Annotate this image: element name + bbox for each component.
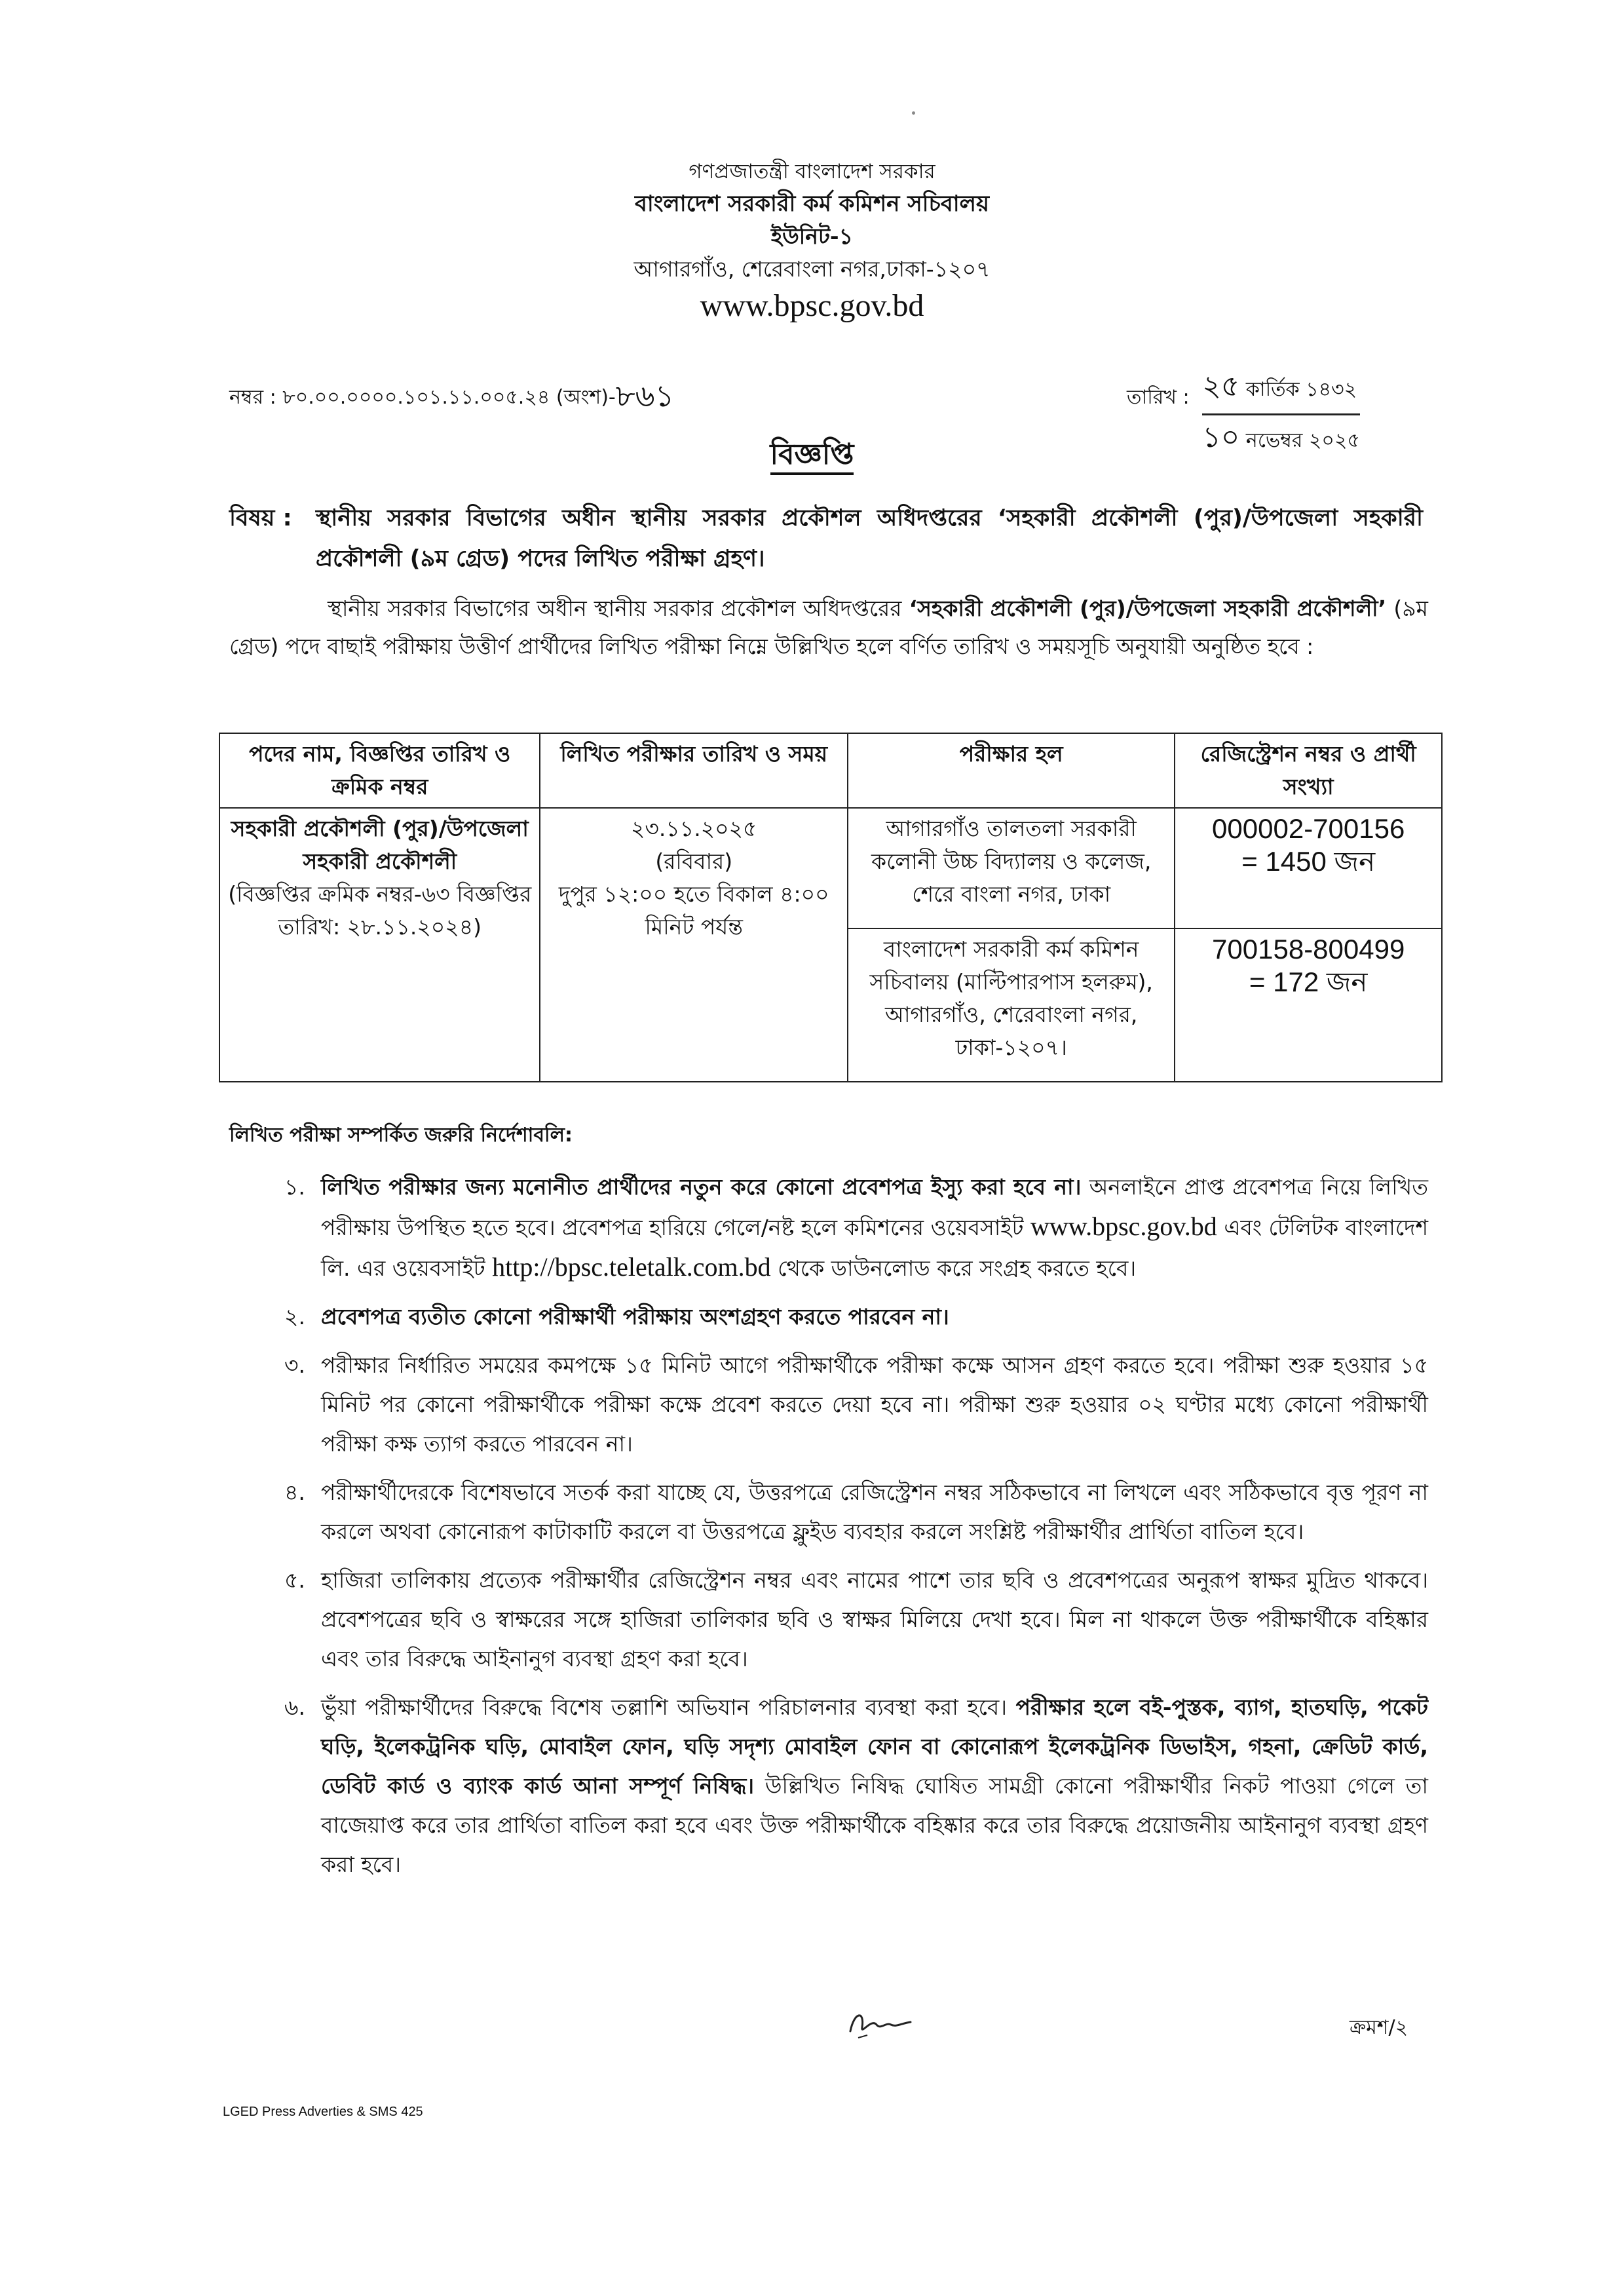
post-name: সহকারী প্রকৌশলী (পুর)/উপজেলা সহকারী প্রকৌশলী	[231, 816, 529, 874]
subject	[229, 498, 1428, 579]
item-text	[321, 1168, 1428, 1288]
post-details: (বিজ্ঞপ্তির ক্রমিক নম্বর-৬৩ বিজ্ঞপ্তির তারিখ: ২৮.১১.২০২৪)	[228, 881, 532, 940]
website-link[interactable]: www.bpsc.gov.bd	[700, 288, 924, 323]
memo-label: নম্বর : ৮০.০০.০০০০.১০১.১১.০০৫.২৪ (অংশ)-	[229, 386, 616, 409]
registration-cell-2	[1175, 928, 1442, 1082]
header-registration: রেজিস্ট্রেশন নম্বর ও প্রার্থী সংখ্যা	[1175, 733, 1442, 808]
exam-schedule-table	[219, 733, 1443, 1082]
item-number: ৩.	[284, 1352, 305, 1378]
date-english-month: নভেম্বর ২০২৫	[1245, 429, 1360, 452]
unit-name: ইউনিট-১	[770, 223, 854, 249]
item-bold-text: লিখিত পরীক্ষার জন্য মনোনীত প্রার্থীদের নতুন করে কোনো প্রবেশপত্র ইস্যু করা হবে না।	[321, 1174, 1082, 1200]
date-label: তারিখ :	[1127, 386, 1190, 409]
commission-name: বাংলাদেশ সরকারী কর্ম কমিশন সচিবালয়	[635, 191, 989, 217]
table-header-row	[219, 733, 1442, 808]
press-footer: LGED Press Adverties & SMS 425	[223, 2105, 423, 2119]
notice-title-text: বিজ্ঞপ্তি	[770, 438, 854, 475]
subject-text: স্থানীয় সরকার বিভাগের অধীন স্থানীয় সরকার প্রকৌশল অধিদপ্তরের ‘সহকারী প্রকৌশলী (পুর)/উপজেলা সহকারী প্রকৌশলী (৯ম গ্রেড) পদের লিখিত পরীক্ষা গ্রহণ।	[316, 505, 1423, 572]
list-item	[229, 1473, 1428, 1552]
item-text-part: এবং টেলিটক বাংলাদেশ লি. এর ওয়েবসাইট	[321, 1215, 1428, 1281]
address: আগারগাঁও, শেরেবাংলা নগর,ঢাকা-১২০৭	[633, 256, 991, 282]
scan-speck	[912, 111, 915, 115]
candidate-count-2: = 172 জন	[1249, 966, 1368, 997]
list-item	[229, 1168, 1428, 1288]
header-post: পদের নাম, বিজ্ঞপ্তির তারিখ ও ক্রমিক নম্বর	[219, 733, 540, 808]
date-bangla-day: ২৫	[1202, 370, 1240, 403]
intro-bold: ‘সহকারী প্রকৌশলী (পুর)/উপজেলা সহকারী প্রকৌশলী’	[909, 596, 1387, 621]
hall-cell-1: আগারগাঁও তালতলা সরকারী কলোনী উচ্চ বিদ্যালয় ও কলেজ, শেরে বাংলা নগর, ঢাকা	[848, 808, 1175, 928]
memo-handwritten-number: ৮৬১	[615, 378, 675, 413]
list-item	[229, 1346, 1428, 1464]
item-text-part: ভুঁয়া পরীক্ষার্থীদের বিরুদ্ধে বিশেষ তল্লাশি অভিযান পরিচালনার ব্যবস্থা করা হবে।	[321, 1694, 1016, 1720]
item-text: হাজিরা তালিকায় প্রত্যেক পরীক্ষার্থীর রেজিস্ট্রেশন নম্বর এবং নামের পাশে তার ছবি ও প্রবেশপত্রের অনুরূপ স্বাক্ষর মুদ্রিত থাকবে। প্রবেশপত্রের ছবি ও স্বাক্ষরের সঙ্গে হাজিরা তালিকার ছবি ও স্বাক্ষর মিলিয়ে দেখা হবে। মিল না থাকলে উক্ত পরীক্ষার্থীকে বহিষ্কার এবং তার বিরুদ্ধে আইনানুগ ব্যবস্থা গ্রহণ করা হবে।	[321, 1567, 1428, 1671]
item-text-part: অনলাইনে প্রাপ্ত প্রবেশপত্র নিয়ে লিখিত পরীক্ষায় উপস্থিত হতে হবে। প্রবেশপত্র হারিয়ে গেলে/নষ্ট হলে কমিশনের ওয়েবসাইট	[321, 1174, 1428, 1240]
subject-label: বিষয় :	[229, 505, 292, 531]
date-english-day: ১০	[1202, 421, 1240, 454]
teletalk-website-link[interactable]: http://bpsc.teletalk.com.bd	[492, 1252, 771, 1282]
hall-cell-2: বাংলাদেশ সরকারী কর্ম কমিশন সচিবালয় (মাল্টিপারপাস হলরুম), আগারগাঁও, শেরেবাংলা নগর, ঢাকা-১২০৭।	[848, 928, 1175, 1082]
table-row	[219, 808, 1442, 928]
date-bangla	[1202, 364, 1360, 415]
candidate-count-1: = 1450 জন	[1241, 846, 1376, 877]
registration-cell-1	[1175, 808, 1442, 928]
date-bangla-month: কার্তিক ১৪৩২	[1245, 378, 1357, 401]
item-text: পরীক্ষার নির্ধারিত সময়ের কমপক্ষে ১৫ মিনিট আগে পরীক্ষার্থীকে পরীক্ষা কক্ষে আসন গ্রহণ করতে হবে। পরীক্ষা শুরু হওয়ার ১৫ মিনিট পর কোনো পরীক্ষার্থীকে পরীক্ষা কক্ষে প্রবেশ করতে দেয়া হবে না। পরীক্ষা শুরু হওয়ার ০২ ঘণ্টার মধ্যে কোনো পরীক্ষার্থী পরীক্ষা কক্ষ ত্যাগ করতে পারবেন না।	[321, 1352, 1428, 1457]
header-exam-date: লিখিত পরীক্ষার তারিখ ও সময়	[540, 733, 848, 808]
signature-mark	[845, 2005, 917, 2044]
item-bold-text: পরীক্ষার হলে বই-পুস্তক, ব্যাগ, হাতঘড়ি, পকেট ঘড়ি, ইলেকট্রনিক ঘড়ি, মোবাইল ফোন, ঘড়ি সদৃশ্য মোবাইল ফোন বা কোনোরূপ ইলেকট্রনিক ডিভাইস, গহনা, ক্রেডিট কার্ড, ডেবিট কার্ড ও ব্যাংক কার্ড আনা সম্পূর্ণ নিষিদ্ধ।	[321, 1694, 1428, 1799]
item-text: পরীক্ষার্থীদেরকে বিশেষভাবে সতর্ক করা যাচ্ছে যে, উত্তরপত্রে রেজিস্ট্রেশন নম্বর সঠিকভাবে না লিখলে এবং সঠিকভাবে বৃত্ত পূরণ না করলে অথবা কোনোরূপ কাটাকাটি করলে বা উত্তরপত্রে ফ্লুইড ব্যবহার করলে সংশ্লিষ্ট পরীক্ষার্থীর প্রার্থিতা বাতিল হবে।	[321, 1480, 1428, 1544]
item-number: ৬.	[284, 1694, 305, 1720]
intro-paragraph	[229, 590, 1428, 666]
instructions-list	[229, 1168, 1428, 1894]
continued-marker: ক্রমশ/২	[1350, 2016, 1408, 2039]
item-number: ৪.	[284, 1480, 305, 1505]
intro-part1: স্থানীয় সরকার বিভাগের অধীন স্থানীয় সরকার প্রকৌশল অধিদপ্তরের	[328, 596, 909, 621]
notice-title	[0, 432, 1624, 480]
reg-range-2: 700158-800499	[1212, 934, 1405, 965]
item-number: ১.	[284, 1174, 305, 1200]
memo-number	[229, 373, 674, 423]
header-exam-hall: পরীক্ষার হল	[848, 733, 1175, 808]
bpsc-website-link[interactable]: www.bpsc.gov.bd	[1030, 1212, 1217, 1241]
government-name: গণপ্রজাতন্ত্রী বাংলাদেশ সরকার	[689, 160, 935, 183]
item-text-part: উল্লিখিত নিষিদ্ধ ঘোষিত সামগ্রী কোনো পরীক্ষার্থীর নিকট পাওয়া গেলে তা বাজেয়াপ্ত করে তার প্রার্থিতা বাতিল করা হবে এবং উক্ত পরীক্ষার্থীকে বহিষ্কার করে তার বিরুদ্ধে প্রয়োজনীয় আইনানুগ ব্যবস্থা গ্রহণ করা হবে।	[321, 1773, 1428, 1877]
item-number: ৫.	[284, 1567, 305, 1593]
post-cell	[219, 808, 540, 1082]
exam-day: (রবিবার)	[655, 849, 733, 874]
exam-date: ২৩.১১.২০২৫	[630, 816, 757, 841]
list-item	[229, 1561, 1428, 1679]
exam-time: দুপুর ১২:০০ হতে বিকাল ৪:০০ মিনিট পর্যন্ত	[558, 881, 829, 940]
item-text-part: থেকে ডাউনলোড করে সংগ্রহ করতে হবে।	[770, 1255, 1137, 1281]
list-item	[229, 1297, 1428, 1337]
item-text	[321, 1297, 1428, 1337]
letterhead	[0, 156, 1624, 326]
item-bold-text: প্রবেশপত্র ব্যতীত কোনো পরীক্ষার্থী পরীক্ষায় অংশগ্রহণ করতে পারবেন না।	[321, 1304, 949, 1329]
item-text	[321, 1688, 1428, 1884]
exam-date-cell	[540, 808, 848, 1082]
intro-part2: (৯ম গ্রেড) পদে বাছাই পরীক্ষায় উত্তীর্ণ প্রার্থীদের লিখিত পরীক্ষা নিম্নে উল্লিখিত হলে বর্ণিত তারিখ ও সময়সূচি অনুযায়ী অনুষ্ঠিত হবে :	[229, 596, 1428, 659]
item-number: ২.	[284, 1304, 305, 1329]
reg-range-1: 000002-700156	[1212, 813, 1405, 844]
list-item	[229, 1688, 1428, 1884]
instructions-title: লিখিত পরীক্ষা সম্পর্কিত জরুরি নির্দেশাবলি:	[229, 1124, 573, 1147]
